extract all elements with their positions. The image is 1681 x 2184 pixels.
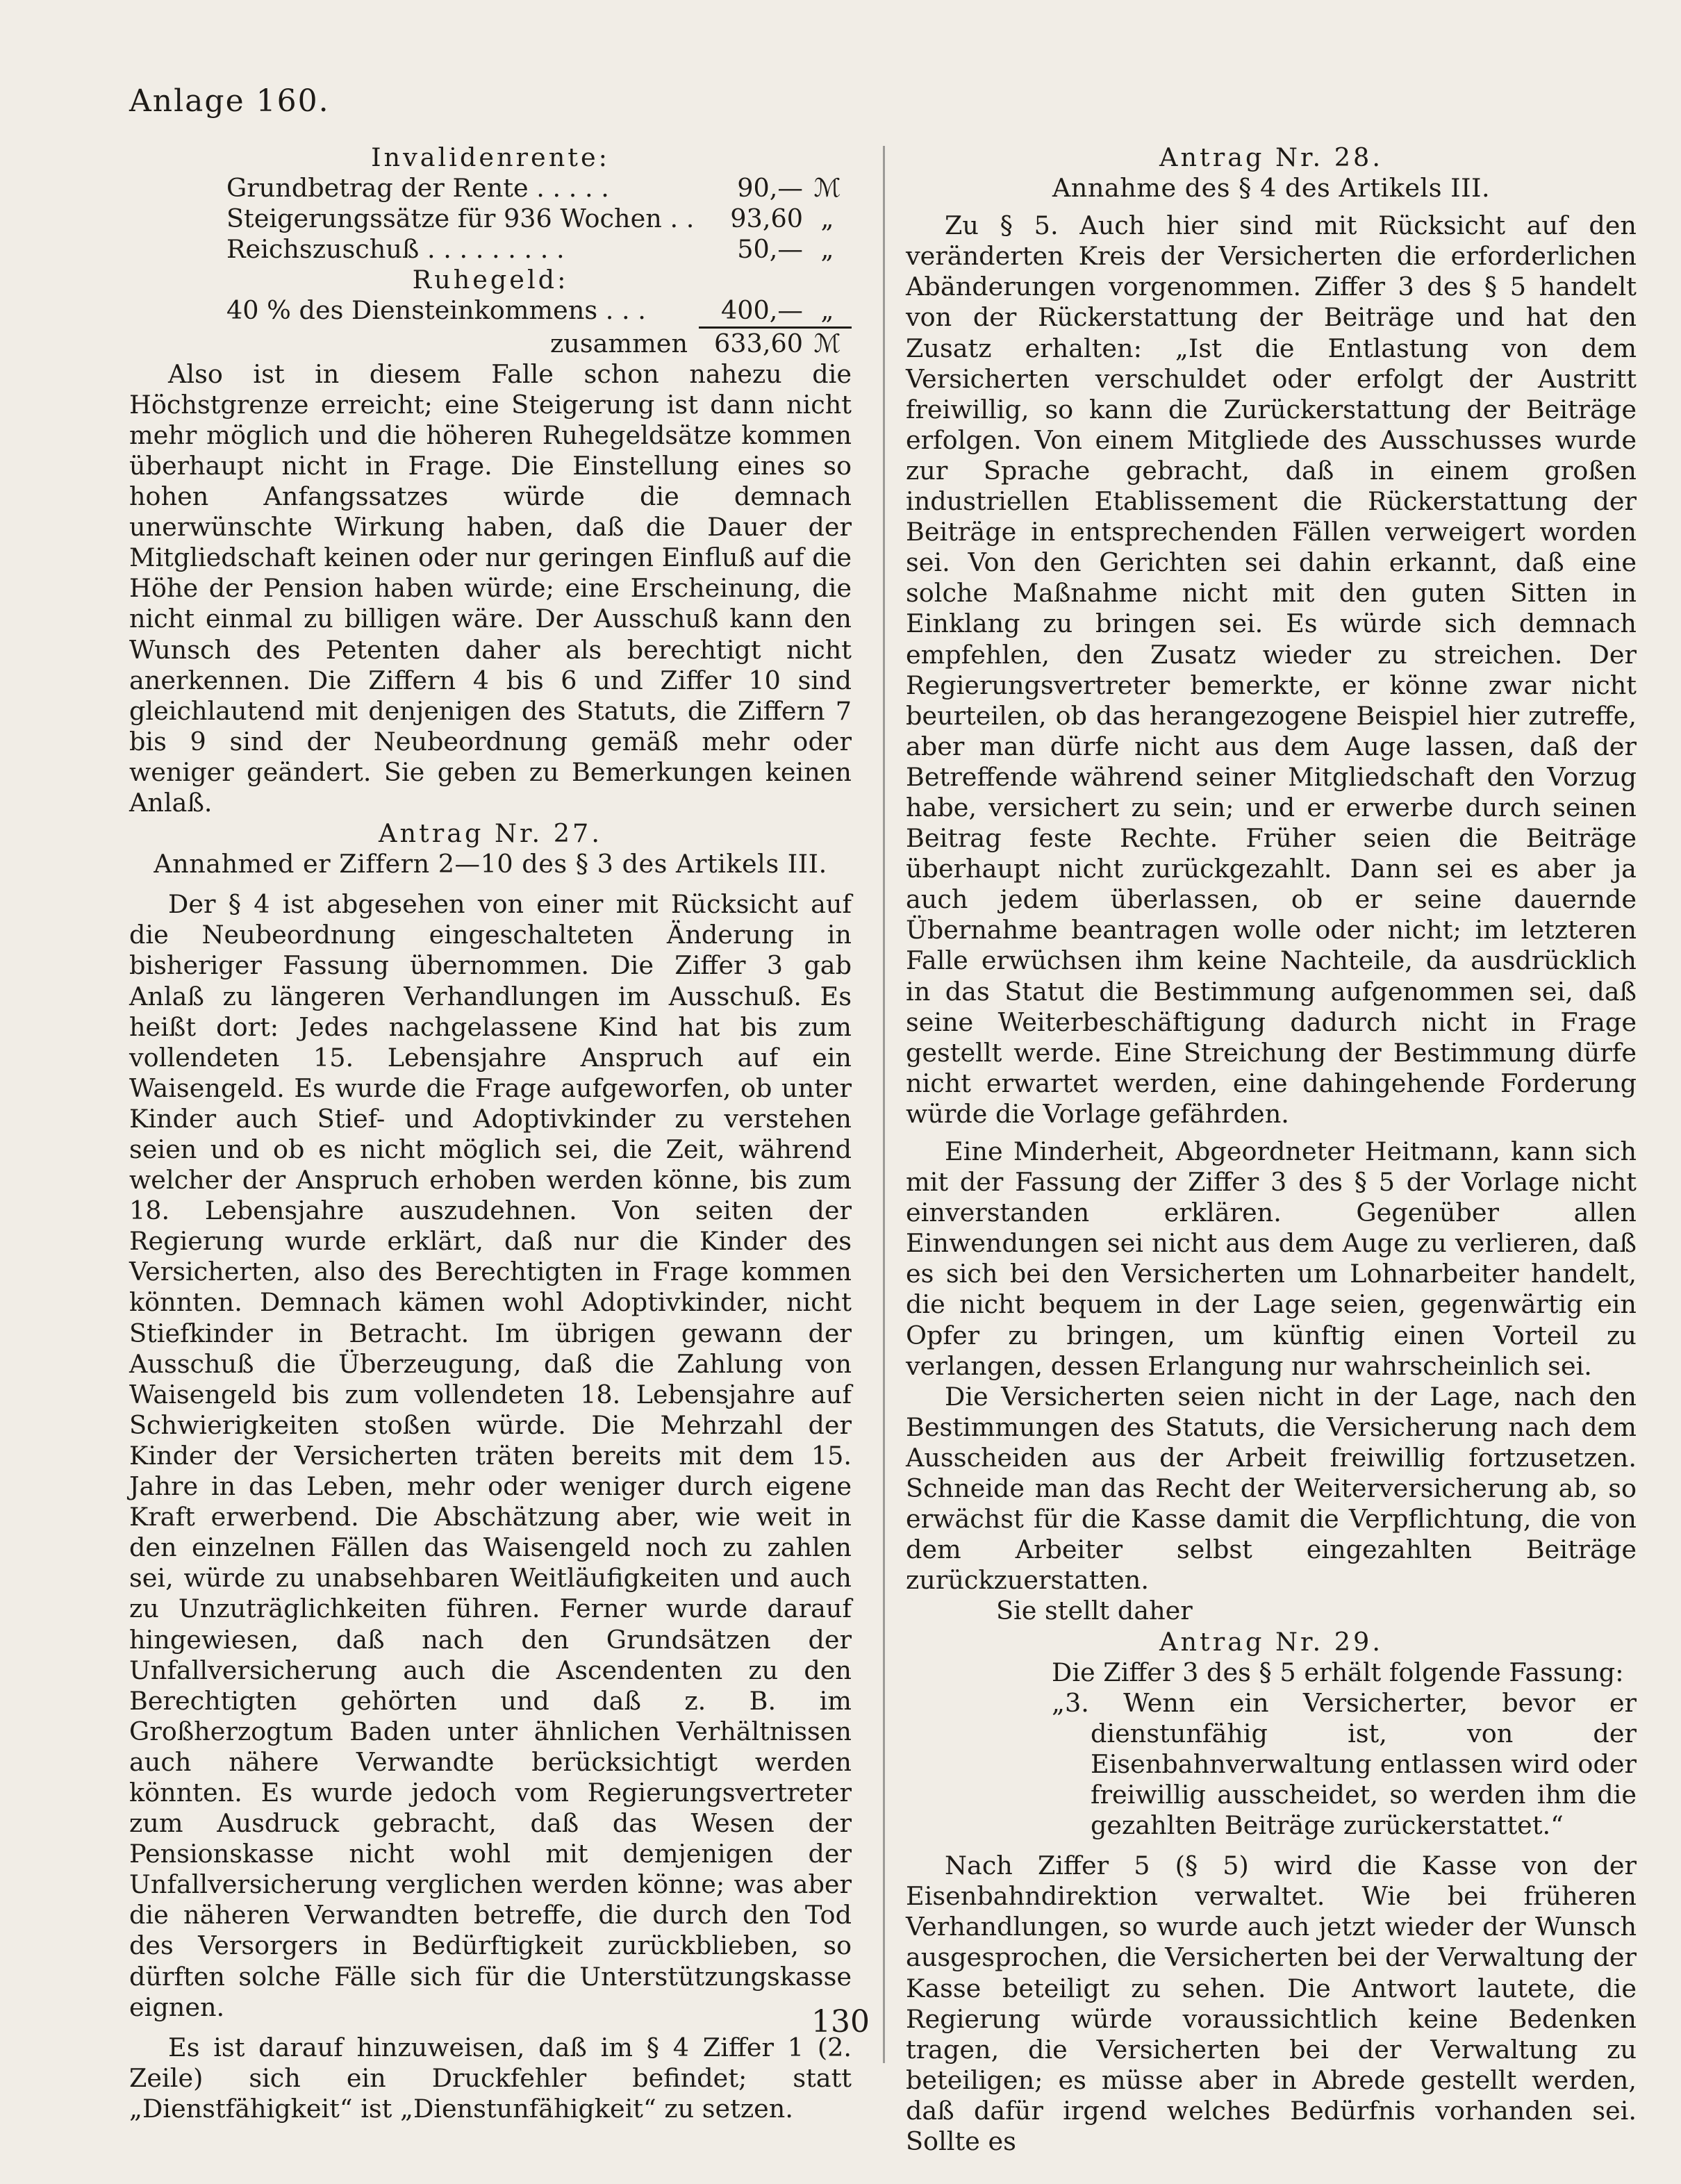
paragraph: Also ist in diesem Falle schon nahezu die Höchstgrenze erreicht; eine Steigerung ist dann nicht mehr möglich und die höheren Ruhegeldsätze kommen überhaupt nicht in Frage. Die Einstellung eines so hohen Anfangssatzes würde die demnach unerwünschte Wirkung haben, daß die Dauer der Mitgliedschaft keinen oder nur geringen Einfluß auf die Höhe der Pension haben würde; eine Erscheinung, die nicht einmal zu billigen wäre. Der Ausschuß kann den Wunsch des Petenten daher als berechtigt nicht anerkennen. Die Ziffern 4 bis 6 und Ziffer 10 sind gleichlautend mit denjenigen des Statuts, die Ziffern 7 bis 9 sind der Neubeordnung gemäß mehr oder weniger geändert. Sie geben zu Bemerkungen keinen Anlaß. [129,358,852,818]
calc-row [129,204,852,234]
calc-value: 400,— [699,295,803,328]
calc-heading-invalidenrente: Invalidenrente: [371,142,610,172]
antrag-text: Annahmed er Ziffern 2—10 des § 3 des Artikels III. [154,849,827,879]
calc-label: Steigerungssätze für 936 Wochen . . [226,204,695,234]
antrag-heading: Antrag Nr. 28. [1159,142,1383,172]
paragraph: Der § 4 ist abgesehen von einer mit Rücksicht auf die Neubeordnung eingeschalteten Änderung in bisheriger Fassung übernommen. Die Ziffer 3 gab Anlaß zu längeren Verhandlungen im Ausschuß. Es heißt dort: Jedes nachgelassene Kind hat bis zum vollendeten 15. Lebensjahre Anspruch auf ein Waisengeld. Es wurde die Frage aufgeworfen, ob unter Kinder auch Stief- und Adoptivkinder zu verstehen seien und ob es nicht möglich sei, die Zeit, während welcher der Anspruch erhoben werden könne, bis zum 18. Lebensjahre auszudehnen. Von seiten der Regierung wurde erklärt, daß nur die Kinder des Versicherten, also des Berechtigten in Frage kommen könnten. Demnach kämen wohl Adoptivkinder, nicht Stiefkinder in Betracht. Im übrigen gewann der Ausschuß die Überzeugung, daß die Zahlung von Waisengeld bis zum vollendeten 18. Lebensjahre auf Schwierigkeiten stoßen würde. Die Mehrzahl der Kinder der Versicherten träten bereits mit dem 15. Jahre in das Leben, mehr oder weniger durch eigene Kraft erwerbend. Die Abschätzung aber, wie weit in den einzelnen Fällen das Waisengeld noch zu zahlen sei, würde zu unabsehbaren Weitläufigkeiten und auch zu Unzuträglichkeiten führen. Ferner wurde darauf hingewiesen, daß nach den Grundsätzen der Unfallversicherung auch die Ascendenten zu den Berechtigten gehörten und daß z. B. im Großherzogtum Baden unter ähnlichen Verhältnissen auch nähere Verwandte berücksichtigt werden könnten. Es wurde jedoch vom Regierungsvertreter zum Ausdruck gebracht, daß das Wesen der Pensionskasse nicht wohl mit demjenigen der Unfallversicherung verglichen werden könne; was aber die näheren Verwandten betreffe, die durch den Tod des Versorgers in Bedürftigkeit zurückblieben, so dürften solche Fälle sich für die Unterstützungskasse eignen. [129,889,852,2022]
page-label: Anlage 160. [129,83,330,119]
antrag-heading: Antrag Nr. 27. [379,818,602,849]
calc-unit: „ [803,295,852,328]
calc-total-unit: ℳ [813,328,841,358]
paragraph: Es ist darauf hinzuweisen, daß im § 4 Ziffer 1 (2. Zeile) sich ein Druckfehler befindet; statt „Dienstfähigkeit“ ist „Dienstunfähigkeit“ zu setzen. [129,2032,852,2124]
page-number: 130 [811,2004,870,2040]
left-column [129,142,852,2124]
calc-unit: ℳ [813,173,841,204]
calc-row [129,295,852,328]
calc-row [129,173,852,204]
antrag-heading: Antrag Nr. 29. [1159,1626,1383,1657]
calc-total-row [129,329,852,359]
antrag-29-block [1052,1657,1637,1842]
calc-heading-ruhegeld: Ruhegeld: [412,265,569,295]
calc-label: Reichszuschuß . . . . . . . . . [226,234,565,265]
antrag-quote: „3. Wenn ein Versicherter, bevor er dienstunfähig ist, von der Eisenbahnverwaltung entlassen wird oder freiwillig ausscheidet, so werden ihm die gezahlten Beiträge zurückerstattet.“ [1052,1687,1637,1841]
column-divider [883,146,885,2063]
antrag-text: Die Ziffer 3 des § 5 erhält folgende Fassung: [1052,1657,1624,1687]
antrag-text: Annahme des § 4 des Artikels III. [1052,173,1491,204]
calc-unit: „ [820,234,834,265]
calc-label: 40 % des Diensteinkommens . . . [226,295,646,326]
calc-unit: „ [820,204,834,234]
calc-label: Grundbetrag der Rente . . . . . [226,173,609,204]
intro-line: Sie stellt daher [996,1596,1193,1626]
paragraph: Eine Minderheit, Abgeordneter Heitmann, kann sich mit der Fassung der Ziffer 3 des § 5 der Vorlage nicht einverstanden erklären. Gegenüber allen Einwendungen sei nicht aus dem Auge zu verlieren, daß es sich bei den Versicherten um Lohnarbeiter handelt, die nicht bequem in der Lage seien, gegenwärtig ein Opfer zu bringen, um künftig einen Vorteil zu verlangen, dessen Erlangung nur wahrscheinlich sei. [906,1136,1637,1381]
calc-value: 90,— [737,173,803,204]
right-column [906,142,1637,2157]
calc-total-label: zusammen [550,328,688,358]
calc-value: 50,— [737,234,803,265]
paragraph: Zu § 5. Auch hier sind mit Rücksicht auf den veränderten Kreis der Versicherten die erforderlichen Abänderungen vorgenommen. Ziffer 3 des § 5 handelt von der Rückerstattung der Beiträge und hat den Zusatz erhalten: „Ist die Entlastung von dem Versicherten verschuldet oder erfolgt der Austritt freiwillig, so kann die Zurückerstattung der Beiträge erfolgen. Von einem Mitgliede des Ausschusses wurde zur Sprache gebracht, daß in einem großen industriellen Etablissement die Rückerstattung der Beiträge in entsprechenden Fällen verweigert worden sei. Von den Gerichten sei dahin erkannt, daß eine solche Maßnahme nicht mit den guten Sitten in Einklang zu bringen sei. Es würde sich demnach empfehlen, den Zusatz wieder zu streichen. Der Regierungsvertreter bemerkte, er könne zwar nicht beurteilen, ob das herangezogene Beispiel hier zutreffe, aber man dürfe nicht aus dem Auge lassen, daß der Betreffende während seiner Mitgliedschaft den Vorzug habe, versichert zu sein; und er erwerbe durch seinen Beitrag feste Rechte. Früher seien die Beiträge überhaupt nicht zurückgezahlt. Dann sei es aber ja auch jedem überlassen, ob er seine dauernde Übernahme beantragen wolle oder nicht; im letzteren Falle erwüchsen ihm keine Nachteile, da ausdrücklich in das Statut die Bestimmung aufgenommen sei, daß seine Weiterbeschäftigung dadurch nicht in Frage gestellt werde. Eine Streichung der Bestimmung dürfe nicht erwartet werden, eine dahingehende Forderung würde die Vorlage gefährden. [906,210,1637,1129]
calc-total-value: 633,60 [714,328,803,358]
calc-table-1 [129,173,852,265]
calc-row [129,234,852,265]
calc-value: 93,60 [730,204,803,234]
calc-table-2 [129,295,852,358]
paragraph: Nach Ziffer 5 (§ 5) wird die Kasse von der Eisenbahndirektion verwaltet. Wie bei früheren Verhandlungen, so wurde auch jetzt wieder der Wunsch ausgesprochen, die Versicherten bei der Verwaltung der Kasse beteiligt zu sehen. Die Antwort lautete, die Regierung würde voraussichtlich keine Bedenken tragen, die Versicherten bei der Verwaltung zu beteiligen; es müsse aber in Abrede gestellt werden, daß dafür irgend welches Bedürfnis vorhanden sei. Sollte es [906,1851,1637,2156]
paragraph: Die Versicherten seien nicht in der Lage, nach den Bestimmungen des Statuts, die Versicherung nach dem Ausscheiden aus der Arbeit freiwillig fortzusetzen. Schneide man das Recht der Weiterversicherung ab, so erwächst für die Kasse damit die Verpflichtung, die von dem Arbeiter selbst eingezahlten Beiträge zurückzuerstatten. [906,1381,1637,1596]
